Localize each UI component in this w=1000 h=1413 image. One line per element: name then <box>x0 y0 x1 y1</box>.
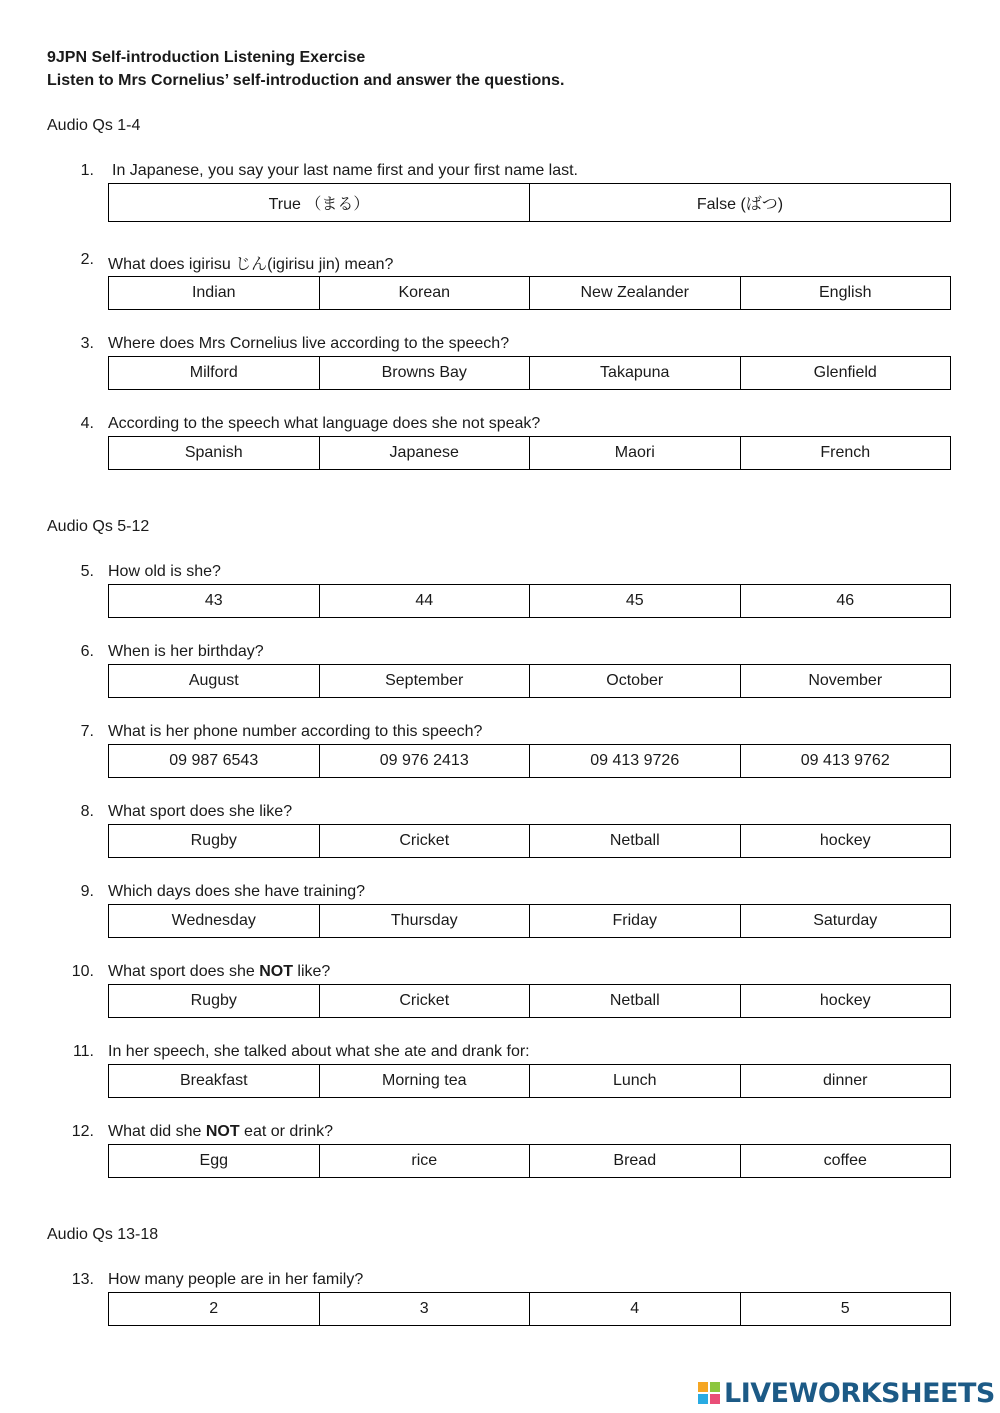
answer-options <box>108 824 951 858</box>
answer-option[interactable]: Indian <box>109 277 320 309</box>
answer-option[interactable]: August <box>109 665 320 697</box>
answer-option[interactable]: hockey <box>819 992 871 1009</box>
answer-option[interactable]: Cricket <box>320 825 531 857</box>
answer-option[interactable]: Maori <box>530 437 741 469</box>
logo-icon <box>698 1382 720 1404</box>
answer-option[interactable]: 46 <box>836 592 855 609</box>
answer-option[interactable]: Takapuna <box>530 357 741 389</box>
question-number: 9. <box>80 883 94 900</box>
answer-option[interactable]: Korean <box>320 277 531 309</box>
answer-option[interactable]: Saturday <box>813 912 878 929</box>
answer-options <box>108 664 951 698</box>
answer-option[interactable]: November <box>808 672 883 689</box>
answer-option[interactable]: False (ばつ) <box>696 196 784 213</box>
answer-option[interactable]: 3 <box>320 1293 531 1325</box>
answer-option[interactable]: hockey <box>819 832 871 849</box>
answer-option[interactable]: coffee <box>823 1152 867 1169</box>
logo-square <box>698 1394 708 1404</box>
answer-option[interactable]: English <box>819 284 872 301</box>
answer-option[interactable]: Japanese <box>320 437 531 469</box>
answer-option[interactable]: Spanish <box>109 437 320 469</box>
question-number: 12. <box>71 1123 94 1140</box>
answer-option[interactable]: Thursday <box>320 905 531 937</box>
answer-option[interactable]: Glenfield <box>813 364 877 381</box>
liveworksheets-logo[interactable] <box>698 1378 995 1408</box>
answer-option[interactable]: Morning tea <box>320 1065 531 1097</box>
answer-options <box>108 1144 951 1178</box>
answer-option[interactable]: Bread <box>530 1145 741 1177</box>
question-text: What did she NOT eat or drink? <box>108 1123 333 1140</box>
question-number: 6. <box>80 643 94 660</box>
answer-options <box>108 904 951 938</box>
question-text: When is her birthday? <box>108 643 264 660</box>
answer-options <box>108 584 951 618</box>
answer-option[interactable]: rice <box>320 1145 531 1177</box>
logo-text: LIVEWORKSHEETS <box>724 1377 995 1409</box>
question-number: 7. <box>80 723 94 740</box>
answer-option[interactable]: Egg <box>109 1145 320 1177</box>
question-text: In Japanese, you say your last name first and your first name last. <box>112 162 578 179</box>
answer-option[interactable]: Netball <box>530 985 741 1017</box>
answer-option[interactable]: New Zealander <box>530 277 741 309</box>
answer-options <box>108 436 951 470</box>
logo-square <box>710 1382 720 1392</box>
question-text: In her speech, she talked about what she ate and drank for: <box>108 1043 530 1060</box>
question-number: 11. <box>72 1043 94 1060</box>
question-text: How old is she? <box>108 563 221 580</box>
answer-option[interactable]: 45 <box>530 585 741 617</box>
answer-option[interactable]: True （まる） <box>109 184 530 221</box>
answer-option[interactable]: Rugby <box>109 825 320 857</box>
answer-options <box>108 984 951 1018</box>
answer-option[interactable]: Netball <box>530 825 741 857</box>
answer-option[interactable]: 2 <box>109 1293 320 1325</box>
question-text: What sport does she NOT like? <box>108 963 331 980</box>
question-number: 5. <box>80 563 94 580</box>
answer-option[interactable]: 44 <box>320 585 531 617</box>
answer-option[interactable]: 5 <box>840 1300 850 1317</box>
answer-option[interactable]: Breakfast <box>109 1065 320 1097</box>
question-text: Where does Mrs Cornelius live according to the speech? <box>108 335 510 352</box>
question-text: What does igirisu じん(igirisu jin) mean? <box>108 256 394 273</box>
section-heading: Audio Qs 1-4 <box>47 117 141 134</box>
answer-option[interactable]: 09 987 6543 <box>109 745 320 777</box>
answer-option[interactable]: Lunch <box>530 1065 741 1097</box>
page-instructions: Listen to Mrs Cornelius’ self-introduction and answer the questions. <box>47 72 565 89</box>
question-number: 2. <box>80 251 94 268</box>
answer-option[interactable]: 09 976 2413 <box>320 745 531 777</box>
answer-option[interactable]: Rugby <box>109 985 320 1017</box>
question-text: How many people are in her family? <box>108 1271 364 1288</box>
answer-option[interactable]: 09 413 9726 <box>530 745 741 777</box>
answer-options <box>108 276 951 310</box>
question-text: Which days does she have training? <box>108 883 366 900</box>
answer-option[interactable]: September <box>320 665 531 697</box>
answer-options <box>108 183 951 222</box>
answer-option[interactable]: Browns Bay <box>320 357 531 389</box>
question-number: 3. <box>80 335 94 352</box>
answer-option[interactable]: dinner <box>823 1072 868 1089</box>
answer-option[interactable]: October <box>530 665 741 697</box>
question-text: What is her phone number according to this speech? <box>108 723 483 740</box>
question-text: According to the speech what language does she not speak? <box>108 415 541 432</box>
answer-option[interactable]: 4 <box>530 1293 741 1325</box>
page-title: 9JPN Self-introduction Listening Exercise <box>47 49 366 66</box>
answer-option[interactable]: Friday <box>530 905 741 937</box>
question-number: 10. <box>71 963 94 980</box>
answer-option[interactable]: 43 <box>109 585 320 617</box>
section-heading: Audio Qs 5-12 <box>47 518 150 535</box>
logo-square <box>710 1394 720 1404</box>
section-heading: Audio Qs 13-18 <box>47 1226 159 1243</box>
question-number: 13. <box>71 1271 94 1288</box>
answer-options <box>108 356 951 390</box>
answer-options <box>108 1064 951 1098</box>
answer-option[interactable]: Cricket <box>320 985 531 1017</box>
question-number: 8. <box>80 803 94 820</box>
question-text: What sport does she like? <box>108 803 293 820</box>
answer-option[interactable]: Wednesday <box>109 905 320 937</box>
answer-options <box>108 1292 951 1326</box>
question-number: 4. <box>80 415 94 432</box>
logo-square <box>698 1382 708 1392</box>
question-number: 1. <box>80 162 94 179</box>
answer-option[interactable]: 09 413 9762 <box>800 752 890 769</box>
answer-options <box>108 744 951 778</box>
answer-option[interactable]: Milford <box>109 357 320 389</box>
answer-option[interactable]: French <box>820 444 871 461</box>
